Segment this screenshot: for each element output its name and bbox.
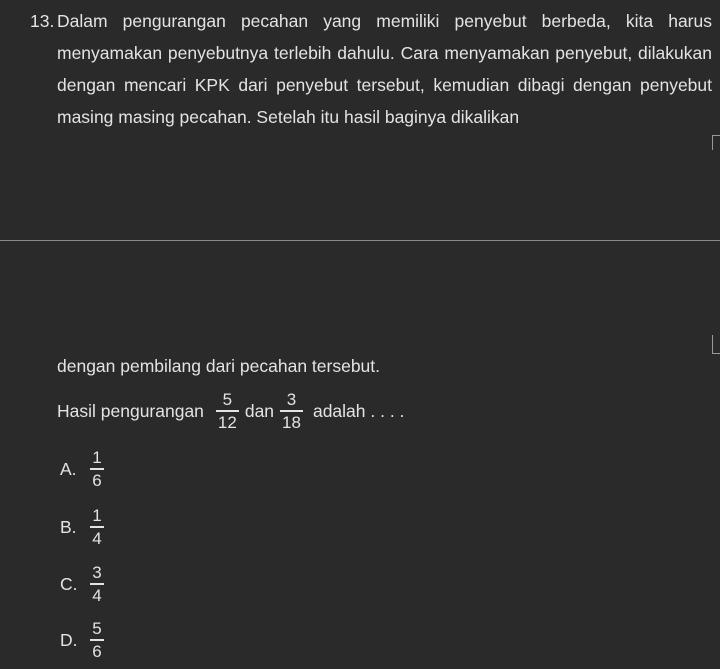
option-a[interactable] xyxy=(60,447,104,491)
fraction-denominator: 18 xyxy=(282,412,301,432)
fraction-denominator: 4 xyxy=(92,528,102,548)
fraction-numerator: 1 xyxy=(92,506,102,526)
fraction-denominator: 4 xyxy=(92,585,102,605)
fraction-bar xyxy=(90,468,104,470)
fraction-bar xyxy=(280,410,303,412)
option-fraction xyxy=(90,448,104,490)
question-prompt xyxy=(57,389,404,433)
question-paragraph: Dalam pengurangan pecahan yang memiliki penyebut berbeda, kita harus menyamakan penyebutnya terlebih dahulu. Cara menyamakan penyebut, dilakukan dengan mencari KPK dari penyebut tersebut, kemudian dibagi dengan penyebut masing masing pecahan. Setelah itu hasil baginya dikalikan xyxy=(57,11,712,127)
fraction-bar xyxy=(90,526,104,528)
fraction-second xyxy=(280,390,303,432)
page-divider xyxy=(0,240,720,241)
fraction-bar xyxy=(90,639,104,641)
fraction-numerator: 5 xyxy=(92,619,102,639)
option-c[interactable] xyxy=(60,562,104,606)
fraction-bar xyxy=(216,410,239,412)
fraction-numerator: 5 xyxy=(222,390,233,410)
option-fraction xyxy=(90,563,104,605)
fraction-denominator: 6 xyxy=(92,470,102,490)
fraction-numerator: 3 xyxy=(92,563,102,583)
option-letter: A. xyxy=(60,458,77,479)
page-break-bracket-top xyxy=(712,135,720,150)
option-letter: C. xyxy=(60,573,78,594)
fraction-denominator: 6 xyxy=(92,641,102,661)
prompt-suffix: adalah . . . . xyxy=(312,400,405,421)
question-continuation: dengan pembilang dari pecahan tersebut. xyxy=(57,356,381,376)
option-letter: D. xyxy=(60,629,78,650)
question-number: 13. xyxy=(30,11,55,31)
prompt-prefix: Hasil pengurangan xyxy=(57,400,204,421)
option-d[interactable] xyxy=(60,618,104,662)
option-fraction xyxy=(90,619,104,661)
option-fraction xyxy=(90,506,104,548)
option-b[interactable] xyxy=(60,505,104,549)
fraction-first xyxy=(216,390,239,432)
fraction-numerator: 3 xyxy=(286,390,297,410)
option-letter: B. xyxy=(60,516,77,537)
page-break-bracket-bottom xyxy=(712,335,720,354)
prompt-connector: dan xyxy=(244,400,275,421)
fraction-bar xyxy=(90,583,104,585)
fraction-denominator: 12 xyxy=(217,412,237,432)
fraction-numerator: 1 xyxy=(92,448,102,468)
